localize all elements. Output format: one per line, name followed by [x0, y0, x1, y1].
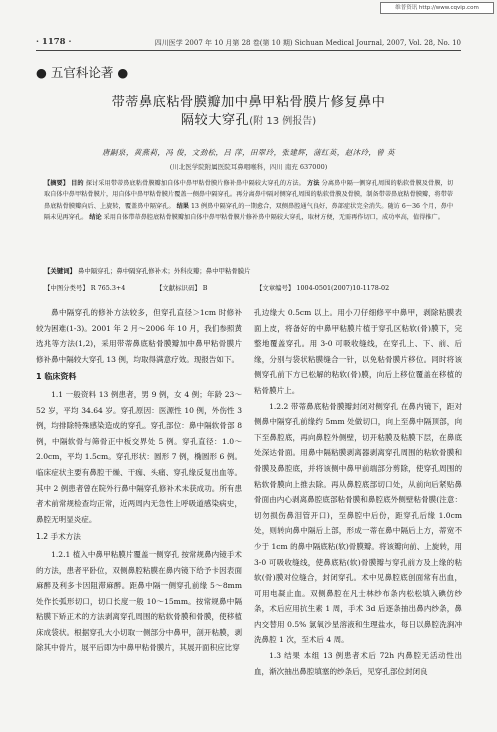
- keywords-text: 鼻中隔穿孔；鼻中隔穿孔修补术；外科皮瓣；鼻中甲粘骨膜片: [78, 267, 251, 275]
- conclusion-text: 采用自体带蒂鼻腔底粘骨膜瓣加自体中鼻甲粘骨膜片修补鼻中隔较大穿孔，取材方便，无需再作切口，成功率高，值得推广。: [103, 214, 444, 222]
- conclusion-label: 结论: [89, 214, 102, 222]
- abstract-label: 【摘要】: [44, 180, 70, 187]
- procedure-paragraph: [36, 547, 242, 656]
- subheading: 1.1 一般资料: [51, 389, 97, 399]
- intro-paragraph: 鼻中隔穿孔的修补方法较多，但穿孔直径＞1cm 时修补较为困难(1-3)。2001 年 2 月～2006 年 10 月，我们参照黄选兆等方法(1,2)，采用带蒂鼻底粘骨膜瓣加中鼻甲粘骨膜片修补鼻中隔较大穿孔 13 例，均取得满意疗效。现报告如下。: [36, 308, 243, 364]
- article-number: 【文章编号】 1004-0501(2007)10-1178-02: [256, 284, 390, 292]
- page-number: · 1178 ·: [36, 37, 72, 47]
- procedure-paragraph-2: [254, 399, 462, 649]
- objective-label: 目的: [71, 180, 84, 187]
- running-head: [36, 37, 461, 51]
- general-data-paragraph: [36, 387, 242, 527]
- body-column-left: [36, 305, 242, 656]
- title-line-2-text: 隔较大穿孔: [180, 113, 250, 128]
- document-code: 【文献标识码】 B: [156, 284, 208, 292]
- objective-text: 探讨采用带蒂鼻底粘骨膜瓣加自体中鼻甲粘骨膜片修补鼻中隔较大穿孔的方法。: [85, 180, 305, 187]
- paragraph-text: 本组 13 例患者术后 72h 内鼻腔无活动性出血，渐次抽出鼻腔填塞的纱条后，见穿孔部位封闭良: [254, 651, 462, 676]
- watermark-stamp: 维普资讯 http://www.cqvip.com: [380, 2, 494, 14]
- clc-number: 【中图分类号】 R 765.3+4: [44, 284, 126, 292]
- subsection-heading: 1.2 手术方法: [36, 532, 81, 542]
- continued-paragraph: 孔边缘大 0.5cm 以上。用小刀仔细修平中鼻甲，剥除粘膜表面上皮，将备好的中鼻甲粘膜片植于穿孔区粘软(骨)膜下，完整地覆盖穿孔。用 3-0 可吸收缝线，在穿孔上、下、前、后缘，分别与袋状粘膜缝合一针，以免粘骨膜片移位。同时将该侧穿孔前下方已松解的粘软(骨)膜，向后上移位覆盖在移植的粘骨膜片上。: [254, 308, 462, 395]
- title-line-2: [36, 112, 461, 131]
- keywords: [44, 266, 453, 275]
- abstract: [44, 178, 453, 224]
- journal-citation: 四川医学 2007 年 10 月第 28 卷(第 10 期) Sichuan Medical Journal, 2007, Vol. 28, No. 10: [154, 39, 461, 47]
- section-heading: 1 临床资料: [36, 372, 77, 382]
- method-label: 方法: [306, 180, 320, 187]
- section-label: ● 五官科论著 ●: [36, 65, 129, 80]
- paragraph-text: 在鼻内镜下，距对侧鼻中隔穿孔前缘约 5mm 处做切口，向上至鼻中隔顶部，向下至鼻腔底，再向鼻腔外侧壁，切开粘膜及粘膜下层，在鼻底处深达骨面。用鼻中隔粘膜剥离器剥离穿孔周围的粘软骨膜和骨膜及鼻腔底，并将该侧中鼻甲前端部分剪除，使穿孔周围的粘软骨膜向上推去除。再从鼻腔底部切口处，从前向后紧贴鼻骨面由内心剥离鼻腔底部粘骨膜和鼻腔底外侧壁粘骨膜(注意：切勿损伤鼻泪管开口)，至鼻腔中后份，距穿孔后缘 1.0cm 处，则转向鼻中隔后上部，形成一蒂在鼻中隔后上方，蒂宽不少于 1cm 的鼻中隔底粘(软)骨膜瓣。将该瓣向前、上旋转，用 3-0 可吸收缝线，使鼻底粘(软)骨膜瓣与穿孔前方及上缘的粘软(骨)膜对位缝合，封闭穿孔。术中见鼻腔底创面常有出血，可用电凝止血。双侧鼻腔在凡士林纱布条内松松填入碘仿纱条，术后应用抗生素 1 周，手术 3d 后逐条抽出鼻内纱条，鼻内交替用 0.5% 氯氧沙星溶液和生理盐水，每日以鼻腔洗涧冲洗鼻腔 1 次，至术后 4 周。: [254, 401, 462, 645]
- result-text: 13 例鼻中隔穿孔的一期愈合，双侧鼻腔通气良好，鼻部症状完全消失。随访 6～36 个月，鼻中隔未见再穿孔。: [44, 202, 453, 222]
- paragraph-text: 13 例患者，男 9 例，女 4 例；年龄 23～52 岁，平均 34.64 岁。穿孔原因：医源性 10 例，外伤性 3 例，均排除特殊感染造成的穿孔。穿孔部位：鼻中隔软骨部 8 例，中隔软骨与筛骨正中板交界处 5 例。穿孔直径：1.0～2.0cm，平均 1.5cm。穿孔形状：圆形 7 例，椭圆形 6 例。临床症状主要有鼻腔干燥、干痂、头痛、穿孔缘反复出血等。其中 2 例患者曾在院外行鼻中隔穿孔修补术未获成功。所有患者术前常规检查均正常，近两周内无急性上呼吸道感染病史，鼻腔无明显炎症。: [36, 389, 242, 524]
- subheading: 1.2.2 带蒂鼻底粘骨膜瓣封闭对侧穿孔: [269, 401, 399, 411]
- title-subtitle: (附 13 例报告): [249, 116, 317, 127]
- subheading: 1.2.1 植入中鼻甲粘膜片覆盖一侧穿孔: [51, 549, 179, 559]
- affiliation: (川北医学院附属医院耳鼻咽喉科，四川 南充 637000): [169, 163, 328, 171]
- body-column-right: [254, 305, 462, 679]
- article-title: [36, 94, 461, 131]
- method-text: 分离鼻中隔一侧穿孔周围的粘软骨膜及骨膜，切取自体中鼻甲粘骨膜片，用自体中鼻甲粘骨膜片覆盖一侧鼻中隔穿孔。再分离鼻中隔对侧穿孔周围的粘软骨膜及骨膜，制备带蒂鼻底粘骨膜瓣，将带蒂鼻底粘骨膜瓣向后、上旋转，覆盖鼻中隔穿孔。: [44, 180, 454, 210]
- keywords-label: 【关键词】: [44, 267, 76, 275]
- result-label: 结果: [176, 202, 190, 210]
- paragraph-text: 按常规鼻内镜手术的方法，患者平卧位，双侧鼻腔粘膜在鼻内镜下给予卡因表面麻醉及利多卡因阻滞麻醉。距鼻中隔一侧穿孔前缘 5～8mm 处作长弧形切口，切口长度一般 10～15mm。按常规鼻中隔粘膜下矫正术的方法剥离穿孔周围的粘软骨膜和骨膜，使移植床成袋状。根据穿孔大小切取一侧部分中鼻甲，剖开粘膜，剥除其中骨片，展平后即为中鼻甲粘骨膜片，其展开面积应比穿: [36, 549, 242, 653]
- subheading: 1.3 结果: [269, 651, 301, 661]
- results-paragraph: [254, 648, 462, 679]
- header-rule: [36, 50, 461, 51]
- title-line-1: 带蒂鼻底粘骨膜瓣加中鼻甲粘骨膜片修复鼻中: [111, 95, 386, 110]
- authors: 唐嗣泉，黄燕莉，冯 俊，文劲松，吕 萍，田翠玲，张建辉，蒲红英，赵沐玲，曾 英: [102, 148, 395, 157]
